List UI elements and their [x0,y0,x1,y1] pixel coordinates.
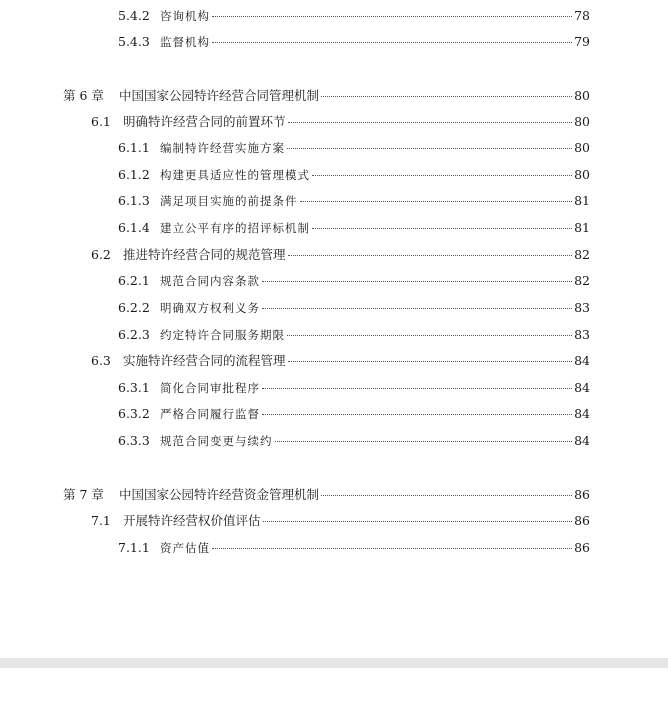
toc-page-number: 78 [574,8,590,23]
toc-entry-6-1-2[interactable] [118,165,590,185]
toc-page-number: 83 [574,327,590,342]
toc-number: 6.2.1 [118,273,150,288]
toc-title: 严格合同履行监督 [160,407,260,421]
toc-page-number: 82 [574,273,590,288]
toc-number: 6.1.1 [118,140,150,155]
dot-leader [288,361,573,362]
toc-number: 5.4.2 [118,8,150,23]
dot-leader [287,335,572,336]
toc-entry-5-4-3[interactable] [118,32,590,52]
toc-title: 编制特许经营实施方案 [160,141,285,155]
toc-entry-6-3[interactable] [91,351,590,371]
toc-entry-chapter-6[interactable] [63,86,590,106]
toc-entry-6-2[interactable] [91,245,590,265]
toc-entry-6-1-3[interactable] [118,191,590,211]
toc-entry-6-3-3[interactable] [118,431,590,451]
toc-number: 6.2.2 [118,300,150,315]
toc-number: 6.1.2 [118,167,150,182]
toc-page-number: 80 [574,140,590,155]
toc-page-number: 84 [574,353,590,368]
dot-leader [321,96,572,97]
toc-number: 6.3.1 [118,380,150,395]
dot-leader [262,281,572,282]
toc-page-number: 81 [574,220,590,235]
dot-leader [312,228,572,229]
dot-leader [288,255,573,256]
dot-leader [275,441,573,442]
toc-title: 明确双方权利义务 [160,301,260,315]
toc-title: 简化合同审批程序 [160,381,260,395]
page-gap [0,658,668,668]
toc-entry-7-1-1[interactable] [118,538,590,558]
toc-page-number: 80 [574,167,590,182]
next-page [0,668,668,716]
dot-leader [262,308,572,309]
toc-number: 6.2 [91,247,111,262]
toc-entry-6-1-1[interactable] [118,138,590,158]
toc-page-number: 83 [574,300,590,315]
toc-number: 7.1.1 [118,540,150,555]
toc-title: 推进特许经营合同的规范管理 [123,247,286,262]
dot-leader [321,495,572,496]
toc-page-number: 84 [574,433,590,448]
toc-number: 7.1 [91,513,111,528]
toc-entry-6-1-4[interactable] [118,218,590,238]
toc-entry-7-1[interactable] [91,511,590,531]
toc-page-number: 86 [574,487,590,502]
toc-page-number: 86 [574,540,590,555]
toc-title: 约定特许合同服务期限 [160,328,285,342]
toc-number: 6.3.2 [118,406,150,421]
toc-number: 5.4.3 [118,34,150,49]
toc-title: 构建更具适应性的管理模式 [160,168,310,182]
dot-leader [212,16,572,17]
toc-title: 明确特许经营合同的前置环节 [123,114,286,129]
toc-entry-5-4-2[interactable] [118,6,590,26]
toc-number: 6.3.3 [118,433,150,448]
dot-leader [262,388,572,389]
toc-number: 第 7 章 [63,487,104,502]
toc-page-number: 80 [574,114,590,129]
toc-number: 6.1 [91,114,111,129]
dot-leader [300,201,573,202]
toc-entry-chapter-7[interactable] [63,485,590,505]
toc-page-number: 86 [574,513,590,528]
toc-page-number: 79 [574,34,590,49]
toc-title: 实施特许经营合同的流程管理 [123,353,286,368]
toc-page-number: 81 [574,193,590,208]
toc-title: 规范合同内容条款 [160,274,260,288]
toc-entry-6-2-1[interactable] [118,271,590,291]
toc-number: 6.1.4 [118,220,150,235]
toc-entry-6-1[interactable] [91,112,590,132]
dot-leader [262,414,572,415]
toc-title: 咨询机构 [160,9,210,23]
toc-title: 建立公平有序的招评标机制 [160,221,310,235]
toc-page-number: 82 [574,247,590,262]
toc-title: 规范合同变更与续约 [160,434,273,448]
dot-leader [287,148,572,149]
dot-leader [312,175,572,176]
toc-entry-6-2-2[interactable] [118,298,590,318]
toc-title: 中国国家公园特许经营合同管理机制 [119,88,320,103]
toc-number: 6.1.3 [118,193,150,208]
dot-leader [212,548,572,549]
toc-entry-6-3-2[interactable] [118,404,590,424]
dot-leader [212,42,572,43]
toc-number: 6.2.3 [118,327,150,342]
toc-title: 满足项目实施的前提条件 [160,194,298,208]
toc-page-number: 84 [574,380,590,395]
dot-leader [288,122,573,123]
toc-title: 监督机构 [160,35,210,49]
toc-entry-6-2-3[interactable] [118,325,590,345]
toc-page-number: 80 [574,88,590,103]
dot-leader [263,521,573,522]
toc-title: 中国国家公园特许经营资金管理机制 [119,487,320,502]
toc-page-number: 84 [574,406,590,421]
toc-title: 开展特许经营权价值评估 [123,513,261,528]
toc-number: 第 6 章 [63,88,104,103]
toc-entry-6-3-1[interactable] [118,378,590,398]
toc-number: 6.3 [91,353,111,368]
toc-title: 资产估值 [160,541,210,555]
